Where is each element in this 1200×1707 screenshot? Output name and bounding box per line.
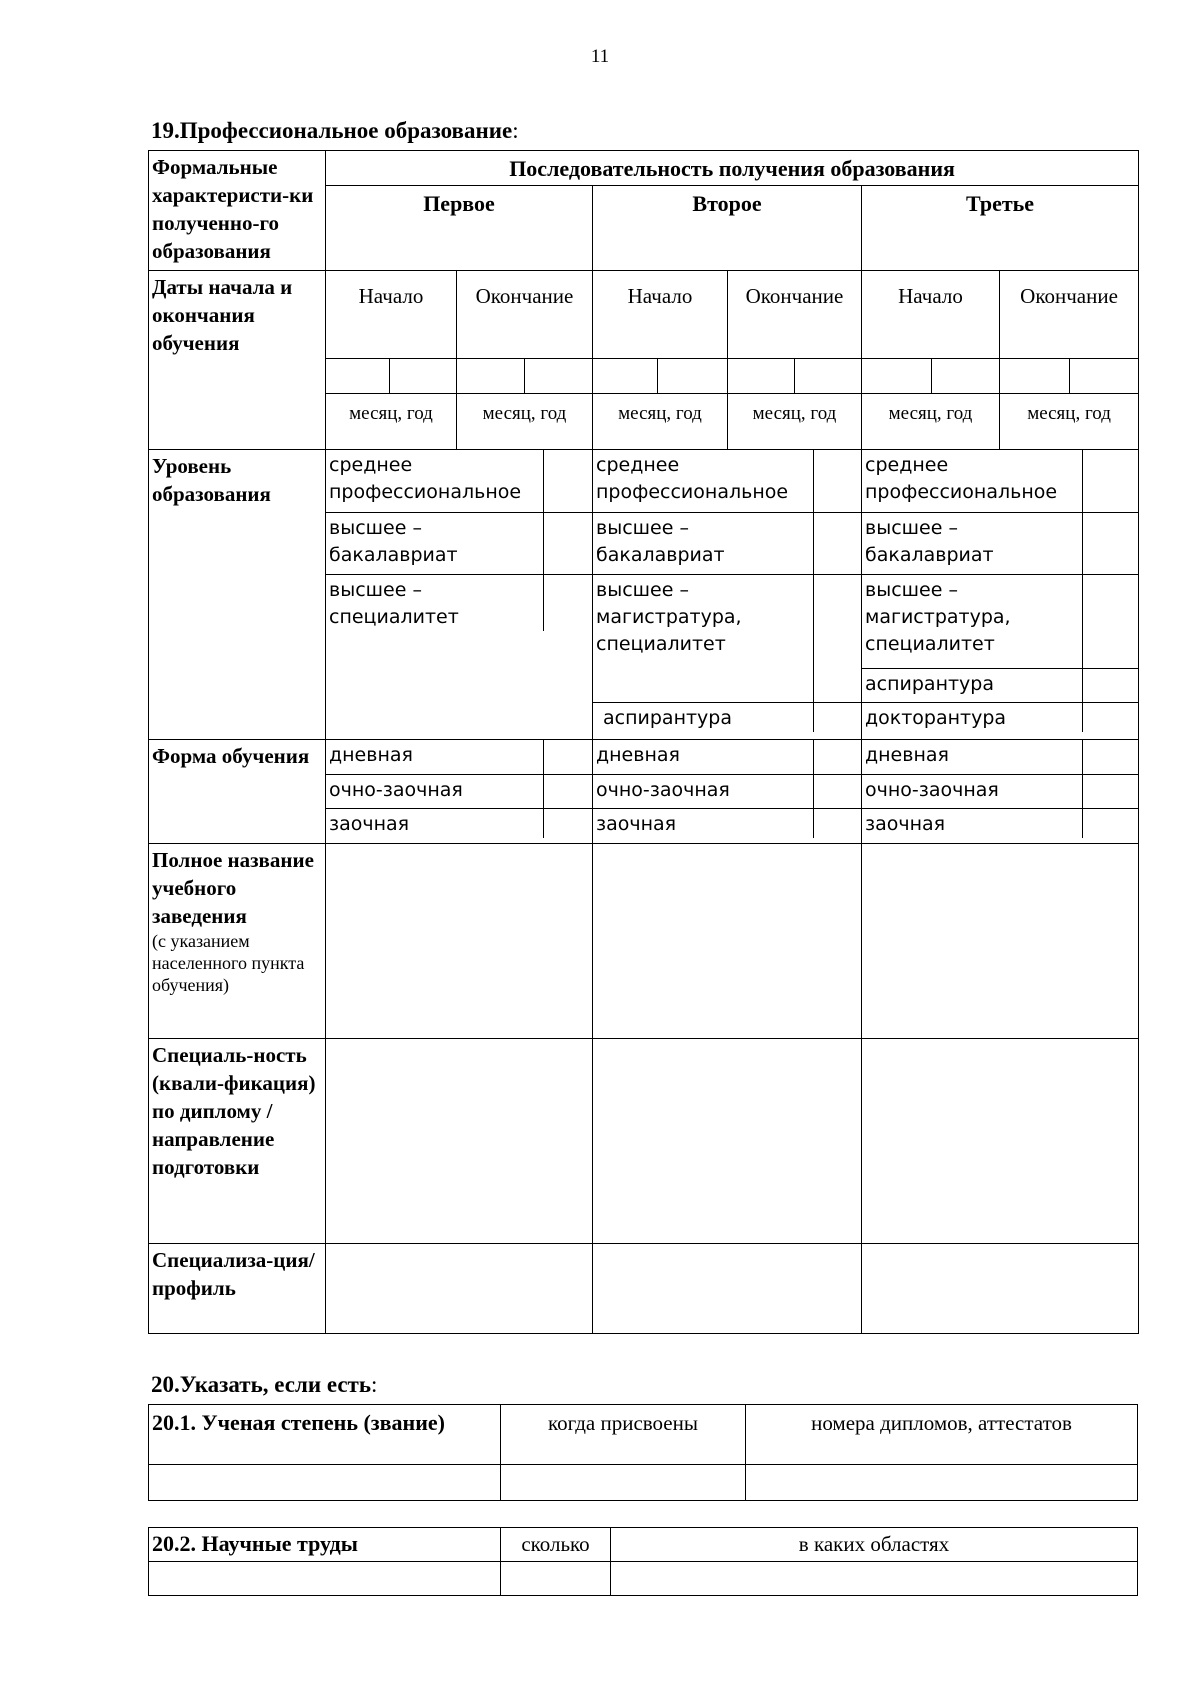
level-first-option-3: высшее – специалитет — [326, 574, 543, 631]
column-second: Второе — [593, 186, 862, 271]
first-end-label: Окончание — [457, 271, 593, 359]
sequence-header: Последовательность получения образования — [326, 151, 1139, 186]
level-third-checkbox-5[interactable] — [1082, 702, 1138, 732]
works-value-field[interactable] — [149, 1562, 501, 1596]
section-19-title — [151, 118, 519, 144]
section-19-colon: : — [512, 118, 519, 143]
specialization-label: Специализа-ция/ профиль — [149, 1244, 326, 1334]
level-second-option-1: среднее профессиональное — [593, 450, 813, 512]
level-third-option-5: докторантура — [862, 702, 1082, 732]
first-end-caption: месяц, год — [457, 394, 593, 450]
form-first-block — [326, 740, 593, 844]
form-third-checkbox-3[interactable] — [1082, 808, 1138, 838]
dates-label: Даты начала и окончания обучения — [149, 271, 326, 450]
degree-table — [148, 1404, 1138, 1501]
level-third-checkbox-1[interactable] — [1082, 450, 1138, 512]
first-start-year-box[interactable] — [390, 359, 457, 394]
level-second-checkbox-3[interactable] — [813, 574, 861, 702]
second-end-month-box[interactable] — [728, 359, 795, 394]
form-second-checkbox-2[interactable] — [813, 774, 861, 808]
degree-value-field[interactable] — [149, 1465, 501, 1501]
first-start-label: Начало — [326, 271, 457, 359]
level-first-option-1: среднее профессиональное — [326, 450, 543, 512]
third-end-month-box[interactable] — [1000, 359, 1070, 394]
first-end-month-box[interactable] — [457, 359, 525, 394]
column-third: Третье — [862, 186, 1139, 271]
second-end-label: Окончание — [728, 271, 862, 359]
section-19-title-text: Профессиональное образование — [179, 118, 513, 143]
third-end-caption: месяц, год — [1000, 394, 1139, 450]
institution-note: (с указанием населенного пункта обучения) — [152, 931, 305, 995]
level-first-checkbox-1[interactable] — [543, 450, 592, 512]
specialty-label: Специаль-ность (квали-фикация) по диплому / направление подготовки — [149, 1039, 326, 1244]
page-number: 11 — [590, 46, 610, 67]
second-end-caption: месяц, год — [728, 394, 862, 450]
second-start-caption: месяц, год — [593, 394, 728, 450]
education-table — [148, 150, 1139, 1334]
level-first-block — [326, 450, 593, 740]
third-start-label: Начало — [862, 271, 1000, 359]
level-second-checkbox-2[interactable] — [813, 512, 861, 574]
level-label: Уровень образования — [149, 450, 326, 740]
specialization-first-field[interactable] — [326, 1244, 593, 1334]
second-start-month-box[interactable] — [593, 359, 658, 394]
first-start-caption: месяц, год — [326, 394, 457, 450]
works-fields-header: в каких областях — [611, 1528, 1138, 1562]
level-second-option-3: высшее – магистратура, специалитет — [593, 574, 813, 702]
third-end-label: Окончание — [1000, 271, 1139, 359]
form-third-option-3: заочная — [862, 808, 1082, 838]
level-third-option-2: высшее – бакалавриат — [862, 512, 1082, 574]
form-third-checkbox-1[interactable] — [1082, 740, 1138, 774]
form-second-option-1: дневная — [593, 740, 813, 774]
third-start-month-box[interactable] — [862, 359, 932, 394]
form-third-option-2: очно-заочная — [862, 774, 1082, 808]
institution-label — [149, 844, 326, 1039]
form-second-checkbox-1[interactable] — [813, 740, 861, 774]
level-second-checkbox-1[interactable] — [813, 450, 861, 512]
form-first-option-2: очно-заочная — [326, 774, 543, 808]
form-label: Форма обучения — [149, 740, 326, 844]
specialization-third-field[interactable] — [862, 1244, 1139, 1334]
level-third-checkbox-3[interactable] — [1082, 574, 1138, 668]
level-third-option-4: аспирантура — [862, 668, 1082, 702]
first-start-month-box[interactable] — [326, 359, 390, 394]
specialty-first-field[interactable] — [326, 1039, 593, 1244]
form-first-option-1: дневная — [326, 740, 543, 774]
level-third-checkbox-4[interactable] — [1082, 668, 1138, 702]
institution-second-field[interactable] — [593, 844, 862, 1039]
formal-characteristics-header: Формальные характеристи-ки полученно-го образования — [149, 151, 326, 271]
form-third-checkbox-2[interactable] — [1082, 774, 1138, 808]
works-label: 20.2. Научные труды — [149, 1528, 501, 1562]
institution-third-field[interactable] — [862, 844, 1139, 1039]
level-first-option-2: высшее – бакалавриат — [326, 512, 543, 574]
form-first-checkbox-3[interactable] — [543, 808, 592, 838]
level-second-option-2: высшее – бакалавриат — [593, 512, 813, 574]
form-second-block — [593, 740, 862, 844]
level-third-option-1: среднее профессиональное — [862, 450, 1082, 512]
institution-label-text: Полное название учебного заведения — [152, 848, 314, 928]
works-table — [148, 1527, 1138, 1596]
form-first-option-3: заочная — [326, 808, 543, 838]
section-20-colon: : — [371, 1372, 378, 1397]
form-first-checkbox-1[interactable] — [543, 740, 592, 774]
level-third-block — [862, 450, 1139, 740]
works-count-field[interactable] — [501, 1562, 611, 1596]
third-start-year-box[interactable] — [932, 359, 1000, 394]
third-start-caption: месяц, год — [862, 394, 1000, 450]
degree-label: 20.1. Ученая степень (звание) — [149, 1405, 501, 1465]
degree-when-header: когда присвоены — [501, 1405, 746, 1465]
works-count-header: сколько — [501, 1528, 611, 1562]
level-first-checkbox-3[interactable] — [543, 574, 592, 631]
specialization-second-field[interactable] — [593, 1244, 862, 1334]
degree-when-field[interactable] — [501, 1465, 746, 1501]
second-start-year-box[interactable] — [658, 359, 728, 394]
form-first-checkbox-2[interactable] — [543, 774, 592, 808]
level-first-checkbox-2[interactable] — [543, 512, 592, 574]
form-third-option-1: дневная — [862, 740, 1082, 774]
form-second-option-3: заочная — [593, 808, 813, 838]
third-end-year-box[interactable] — [1070, 359, 1139, 394]
level-second-checkbox-4[interactable] — [813, 702, 861, 732]
form-second-checkbox-3[interactable] — [813, 808, 861, 838]
level-third-option-3: высшее – магистратура, специалитет — [862, 574, 1082, 668]
form-second-option-2: очно-заочная — [593, 774, 813, 808]
second-start-label: Начало — [593, 271, 728, 359]
level-second-block — [593, 450, 862, 740]
degree-numbers-header: номера дипломов, аттестатов — [746, 1405, 1138, 1465]
level-third-checkbox-2[interactable] — [1082, 512, 1138, 574]
degree-numbers-field[interactable] — [746, 1465, 1138, 1501]
level-second-option-4: аспирантура — [593, 702, 813, 732]
institution-first-field[interactable] — [326, 844, 593, 1039]
second-end-year-box[interactable] — [795, 359, 862, 394]
specialty-third-field[interactable] — [862, 1039, 1139, 1244]
section-19-number: 19. — [151, 118, 180, 143]
section-20-title-text: 20.Указать, если есть — [151, 1372, 372, 1397]
form-third-block — [862, 740, 1139, 844]
specialty-second-field[interactable] — [593, 1039, 862, 1244]
section-20-title — [151, 1372, 377, 1398]
column-first: Первое — [326, 186, 593, 271]
first-end-year-box[interactable] — [525, 359, 593, 394]
works-fields-field[interactable] — [611, 1562, 1138, 1596]
